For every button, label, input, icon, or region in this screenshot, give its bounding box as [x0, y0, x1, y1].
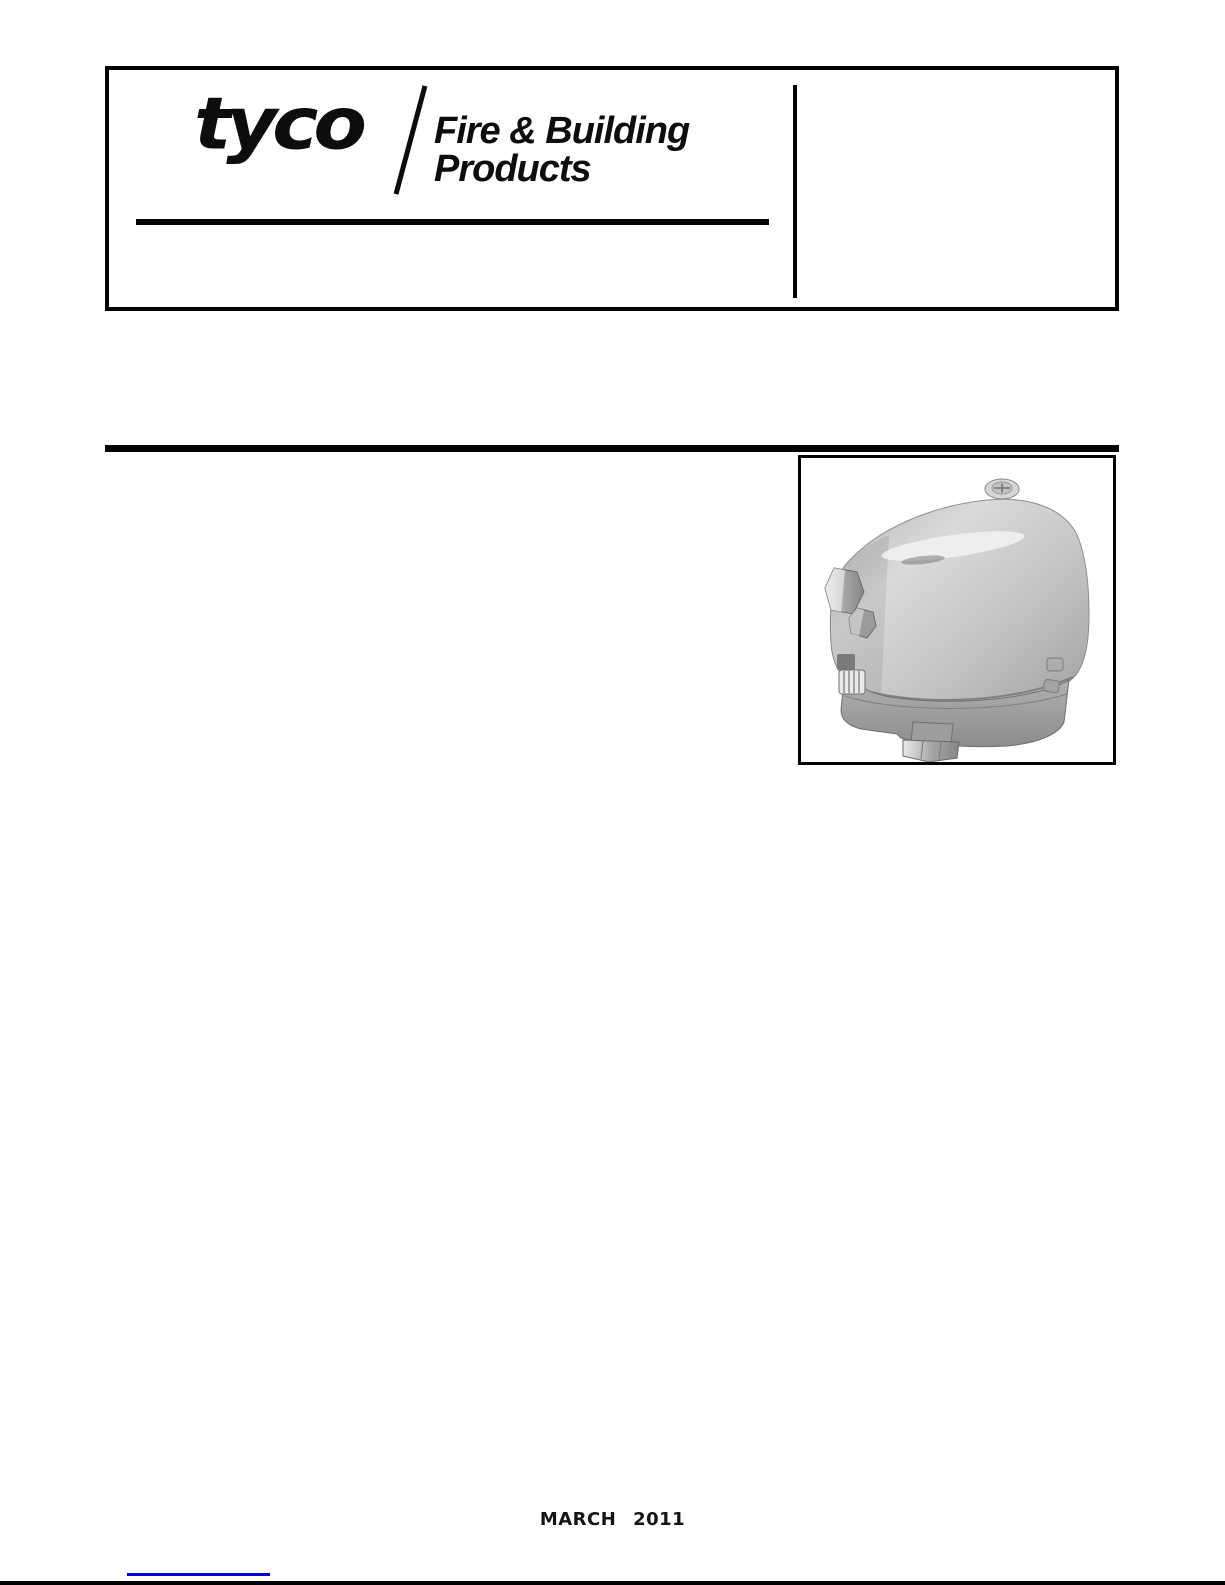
- footer-date: MARCH 2011: [539, 1509, 686, 1530]
- product-photo-frame: [798, 455, 1116, 765]
- pressure-switch-photo: [801, 458, 1113, 762]
- logo-division: [434, 112, 689, 188]
- logo-division-line2: Products: [434, 148, 591, 190]
- tyco-wordmark: tyco: [194, 83, 362, 167]
- logo-underline-rule: [136, 219, 769, 225]
- section-top-rule: [105, 445, 1119, 452]
- page-bottom-edge: [0, 1581, 1225, 1585]
- header-right-panel: [909, 140, 1224, 377]
- header-divider: [793, 85, 797, 298]
- footer-link[interactable]: [127, 1573, 270, 1576]
- logo-division-line1: Fire & Building: [434, 110, 690, 152]
